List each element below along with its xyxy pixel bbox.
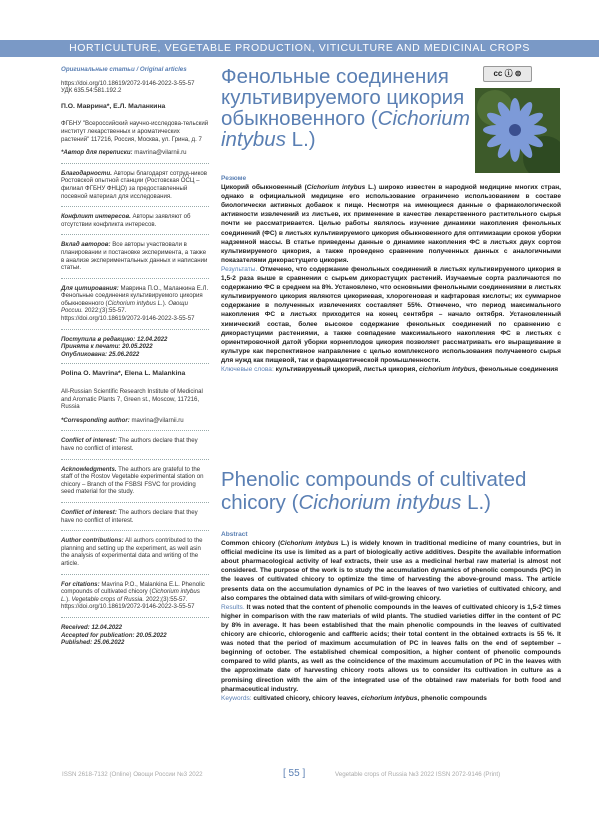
abstract-en-species: Cichorium intybus	[280, 540, 339, 548]
coi-text-ru: Авторы заявляют об отсутствии конфликта интересов.	[61, 213, 191, 228]
cc-license-icon[interactable]	[483, 66, 532, 82]
abstract-en-p1	[221, 539, 561, 603]
cite-label-en: For citations:	[61, 580, 100, 588]
cite-text-ru: Маврина П.О., Маланкина Е.Л. Фенольные соединения культивируемого цикория обыкновенного (	[61, 284, 209, 307]
acknowledgments-ru	[61, 170, 209, 200]
accepted-date-en: 20.05.2022	[136, 631, 167, 639]
coi-label-ru: Конфликт интересов.	[61, 213, 131, 221]
results-text-en: It was noted that the content of phenolic compounds in the leaves of cultivated chicory is 1,5-2 times higher in comparison with the raw materials of wild plants. The studied varieties differ in the content of PC by 8% in average. It has been established that the main phenolic compounds in the leaves of cultivated chicory are chicoric, chlorogenic and caffteric acids; their total content in the obtained extracts is 55 %. It was noted that the period of maximum accumulation of PC in leaves falls on the end of september – beginning of october. The established chemical composition, a higher content of phenolic compounds compared to wild plants, as well as the coincidence of the maximum accumulation of PC in the leaves with the approximate date of harvesting chicory roots allows us to consider its cultivation in culture as a promising direction with the aim of the integrated use of the obtained raw materials for both food and pharmaceutical industry.	[221, 603, 561, 693]
title-ru: Фенольные соединения культивируемого цикория обыкновенного (Cichorium intybus L.)	[221, 65, 470, 151]
results-text-ru: Отмечено, что содержание фенольных соединений в листьях культивируемого цикория в 1,5-2 раза выше в сравнении с сырьем дикорастущих растений. Изучаемые сорта различаются по содержанию ФС в среднем на 8%. Установлено, что основными фенольными соединениями в листьях культивируемого цикория являются цикориевая, хлорогеновая и кафтаровая кислоты; их суммарное содержание в полученных извлечениях составляет 55%. Отмечено, что период максимального накопления ФС в листьях приходится на конец сентября – начало октября. Установленный химический состав, более высокое содержание фенольных соединений по сравнению с дикорастущими растениями, а также совпадение максимального накопления ФС в листьях с ориентировочной датой уборки корнеплодов цикория позволяет рассматривать его выращивание в культуре как перспективное направление с целью комплексного использования получаемого сырья для нужд как пищевой, так и фармацевтической промышленности.	[221, 265, 561, 364]
title-en-tail: L.)	[461, 491, 492, 514]
cite-doi-ru[interactable]: 2022;(3):55-57. https://doi.org/10.18619/2072-9146-2022-3-55-57	[61, 307, 195, 323]
keywords-a-en: cultivated chicory, chicory leaves,	[251, 694, 361, 702]
keywords-species-en: cichorium intybus	[361, 694, 418, 702]
abstract-ru-p1b: L.) широко известен в народной медицине многих стран, однако в официальной медицине его использование ограничено использованием в составе биологически активных добавок к пище. Несмотря на имеющиеся данные о фармакологической активности извлечений из листьев, их применение в качестве лекарственного растительного сырья почти не рассматривается. Целью работы являлось изучение динамики накопления фенольных соединений (ФС) в листьях культивируемого цикория обыкновенного для оптимизации сроков уборки надземной массы. В статье приведены данные о динамике накопления ФС в листьях двух сортов культивируемого цикория, а также проведено сравнение полученных данных с аналогичными показателями дикорастущего цикория.	[221, 184, 561, 264]
corr-email-en[interactable]: mavrina@vilarnii.ru	[131, 416, 184, 424]
ack-text-ru: Авторы благодарят сотруд-ников Ростовской опытной станции (Ростовская ОСЦ – филиал ФГБНУ ФНЦО) за предоставленный посевной материал для исследования.	[61, 169, 207, 200]
footer-right: Vegetable crops of Russia №3 2022 ISSN 2072-9146 (Print)	[335, 771, 501, 778]
results-heading-ru: Результаты.	[221, 265, 258, 273]
dates-en	[61, 624, 209, 647]
divider	[61, 459, 209, 460]
contribution-en	[61, 537, 209, 567]
dates-ru	[61, 336, 209, 359]
keywords-b-en: , phenolic compounds	[417, 694, 487, 702]
keywords-en	[221, 694, 561, 703]
corresponding-author-en	[61, 417, 209, 425]
divider	[61, 617, 209, 618]
abstract-en-p1b: L.) is widely known in traditional medicine of many countries, but in official medicine its use is limited as a part of biologically active additives. Despite the available information about pharmacological activity of leaf extracts, their use as a medicinal herbal raw material is almost not considered. The purpose of the work is to study the accumulation dynamics of phenolic compounds (PC) in the leaves of cultivated chicory to optimize the time of harvesting the above-ground mass. The article presents data on the accumulation dynamics of PC in the leaves of two varieties of cultivated chicory, and also compares the obtained data with similars of wild-growing chicory.	[221, 540, 561, 602]
divider	[61, 329, 209, 330]
corr-email-ru[interactable]: mavrina@vilarnii.ru	[134, 149, 187, 157]
citation-ru	[61, 285, 209, 323]
cite-doi-en[interactable]: 2022;(3):55-57. https://doi.org/10.18619/2072-9146-2022-3-55-57	[61, 595, 195, 611]
title-ru-author: L.)	[285, 128, 316, 151]
divider	[61, 430, 209, 431]
page-number: [ 55 ]	[283, 768, 306, 779]
keywords-a-ru: культивируемый цикорий, листья цикория,	[273, 365, 419, 373]
divider	[61, 574, 209, 575]
keywords-heading-ru: Ключевые слова:	[221, 365, 274, 373]
accepted-date-ru: 20.05.2022	[122, 343, 153, 351]
conflict-en	[61, 437, 209, 452]
abstract-ru-species: Cichorium intybus	[306, 184, 366, 192]
divider	[61, 206, 209, 207]
authors-en: Polina O. Mavrina*, Elena L. Malankina	[61, 370, 186, 378]
accepted-label-ru: Принята к печати:	[61, 343, 121, 351]
contrib-text-ru: Все авторы участвовали в планировании и постановке эксперимента, а также в анализе экспериментальных данных и написании статьи.	[61, 241, 208, 272]
abstract-ru-p1	[221, 183, 561, 265]
coi-text-en: The authors declare that they have no conflict of interest.	[61, 437, 198, 452]
received-label-ru: Поступила в редакцию:	[61, 335, 136, 343]
abstract-en-results	[221, 603, 561, 694]
affiliation-ru: ФГБНУ "Всероссийский научно-исследова-тельский институт лекарственных и ароматических растений" 117216, Россия, Москва, ул. Грина, д. 7	[61, 120, 209, 143]
article-category: Оригинальные статьи / Original articles	[61, 66, 187, 73]
corresponding-author-ru	[61, 149, 209, 157]
cite-species-ru: Cichorium intybus L.	[107, 299, 163, 307]
published-label-en: Published:	[61, 639, 93, 647]
keywords-b-ru: , фенольные соединения	[475, 365, 559, 373]
keywords-heading-en: Keywords:	[221, 694, 252, 702]
contrib-label-ru: Вклад авторов:	[61, 241, 111, 249]
left-sidebar	[61, 66, 209, 647]
received-date-ru: 12.04.2022	[136, 335, 168, 343]
title-ru-species: Cichorium intybus	[221, 107, 470, 151]
cite-text-en: Mavrina P.O., Malankina E.L. Phenolic compounds of cultivated chicory (	[61, 580, 205, 596]
cite-label-ru: Для цитирования:	[61, 284, 119, 292]
divider	[61, 502, 209, 503]
abstract-ru-p1a: Цикорий обыкновенный (	[221, 184, 307, 192]
section-title: HORTICULTURE, VEGETABLE PRODUCTION, VITICULTURE AND MEDICINAL CROPS	[69, 42, 530, 54]
title-en	[221, 468, 541, 514]
abstract-ru-heading: Резюме	[221, 175, 247, 182]
chicory-flower-image	[475, 88, 560, 173]
published-date-en: 25.06.2022	[93, 639, 125, 647]
divider	[61, 363, 209, 364]
cite-text-en-2: ).	[66, 595, 72, 603]
title-ru-main: Фенольные соединения культивируемого цикория обыкновенного	[221, 65, 465, 130]
udc-code: УДК 635.54:581.192.2	[61, 87, 122, 95]
cite-text-ru-2: ).	[162, 299, 169, 307]
divider	[61, 163, 209, 164]
ack-text-en: The authors are grateful to the staff of the Rostov Vegetable experimental station on chicory – Branch of the FSBSI FSVC for providing seed material for the study.	[61, 465, 204, 496]
title-en-species: Cichorium intybus	[298, 491, 462, 514]
abstract-en-p1a: Common chicory (	[221, 540, 281, 548]
keywords-ru	[221, 365, 561, 374]
published-date-ru: 25.06.2022	[108, 350, 140, 358]
doi-link-ru[interactable]: https://doi.org/10.18619/2072-9146-2022-3-55-57	[61, 79, 195, 87]
accepted-label-en: Accepted for publication:	[61, 631, 135, 639]
abstract-en-heading: Abstract	[221, 531, 248, 538]
authors-ru: П.О. Маврина*, Е.Л. Маланкина	[61, 102, 166, 110]
acknowledgments-en	[61, 466, 209, 496]
abstract-ru	[221, 174, 561, 374]
corr-label-ru: *Автор для переписки:	[61, 149, 133, 157]
affiliation-en: All-Russian Scientific Research Institute of Medicinal and Aromatic Plants 7, Green st., Moscow, 117216, Russia	[61, 388, 203, 411]
cite-journal-ru: Овощи России.	[61, 299, 188, 315]
coi2-text-en: The authors declare that they have no conflict of interest.	[61, 508, 198, 524]
cc-license-label: cc ⓘ ⊜	[493, 69, 522, 78]
results-heading-en: Results.	[221, 603, 245, 611]
cite-journal-en: Vegetable crops of Russia.	[71, 595, 145, 603]
conflict-en-2	[61, 509, 209, 524]
coi-label-en: Conflict of interest:	[61, 437, 117, 445]
section-header-bar	[0, 40, 599, 57]
citation-en	[61, 581, 209, 611]
footer-left: ISSN 2618-7132 (Online) Овощи России №3 2022	[62, 771, 203, 778]
contribution-ru	[61, 241, 209, 271]
divider	[61, 278, 209, 279]
contrib-label-en: Author contributions:	[61, 537, 124, 545]
conflict-ru	[61, 213, 209, 228]
contrib-text-en: All authors contributed to the planning and setting up the experiment, as well asin the analysis of experimental data and writing of the article.	[61, 537, 203, 567]
coi2-label-en: Conflict of interest:	[61, 508, 117, 516]
abstract-en	[221, 530, 561, 703]
ack-label-en: Acknowledgments.	[61, 465, 117, 473]
published-label-ru: Опубликована:	[61, 350, 108, 358]
received-label-en: Received:	[61, 623, 90, 631]
page-footer	[0, 768, 599, 782]
ack-label-ru: Благодарности.	[61, 169, 112, 177]
keywords-species-ru: cichorium intybus	[418, 365, 476, 373]
divider	[61, 530, 209, 531]
cite-species-en: Cichorium intybus L.	[61, 588, 200, 603]
corr-label-en: *Corresponding author:	[61, 416, 130, 424]
received-date-en: 12.04.2022	[91, 623, 122, 631]
abstract-ru-results	[221, 265, 561, 365]
title-en-main: Phenolic compounds of cultivated chicory (	[221, 468, 527, 514]
divider	[61, 234, 209, 235]
